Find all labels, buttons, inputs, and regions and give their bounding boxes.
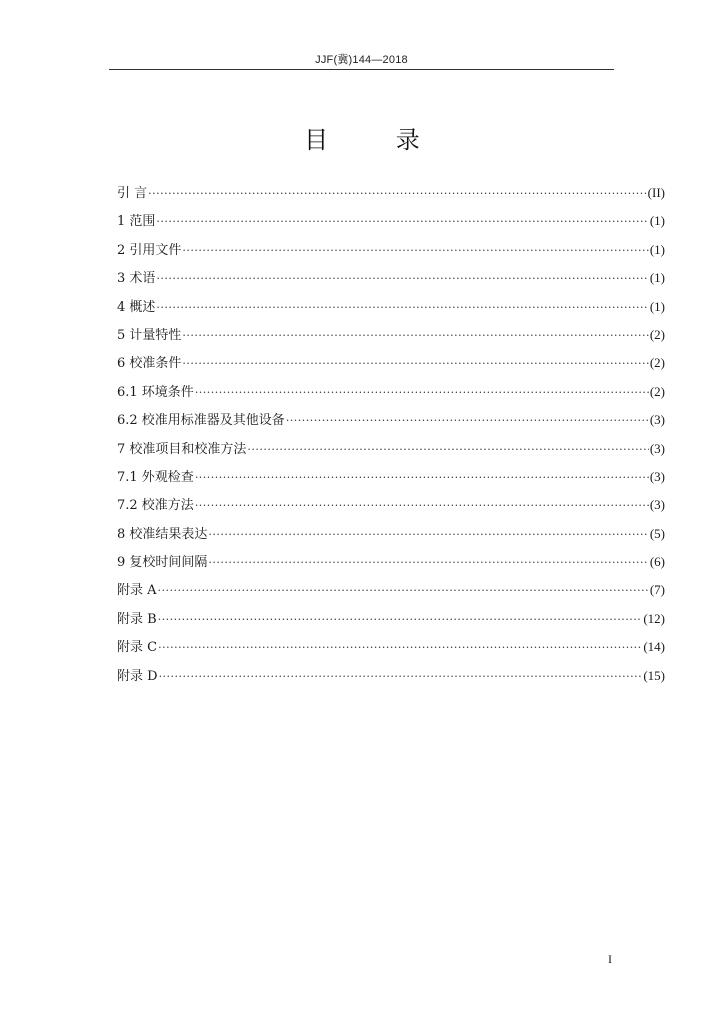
toc-entry[interactable] bbox=[117, 465, 665, 493]
toc-entry[interactable] bbox=[117, 380, 665, 408]
toc-entry-label: 9 复校时间间隔 bbox=[117, 555, 208, 571]
toc-leader-dots bbox=[208, 523, 648, 547]
toc-entry-label: 8 校准结果表达 bbox=[117, 526, 208, 542]
toc-entry-page: (1) bbox=[649, 270, 665, 286]
toc-entry-label: 6.1 环境条件 bbox=[117, 384, 194, 400]
toc-entry-page: (12) bbox=[643, 610, 665, 626]
toc-entry-label: 附录 B bbox=[117, 611, 157, 627]
toc-entry-label: 7 校准项目和校准方法 bbox=[117, 441, 247, 457]
toc-entry-label: 7.1 外观检查 bbox=[117, 469, 194, 485]
toc-leader-dots bbox=[182, 324, 648, 348]
toc-leader-dots bbox=[182, 239, 648, 263]
toc-entry-page: (5) bbox=[649, 525, 665, 541]
toc-entry-page: (3) bbox=[649, 440, 665, 456]
toc-entry-page: (6) bbox=[649, 554, 665, 570]
toc-entry-label: 1 范围 bbox=[117, 214, 156, 230]
toc-entry-page: (2) bbox=[649, 355, 665, 371]
table-of-contents bbox=[117, 181, 665, 692]
toc-entry[interactable] bbox=[117, 323, 665, 351]
toc-entry-page: (1) bbox=[649, 213, 665, 229]
toc-entry[interactable] bbox=[117, 664, 665, 692]
toc-entry-page: (15) bbox=[643, 667, 665, 683]
toc-entry-page: (II) bbox=[647, 185, 665, 200]
toc-entry-label: 6.2 校准用标准器及其他设备 bbox=[117, 413, 285, 429]
toc-entry-label: 引 言 bbox=[117, 186, 148, 201]
toc-entry[interactable] bbox=[117, 266, 665, 294]
toc-leader-dots bbox=[182, 352, 648, 376]
toc-leader-dots bbox=[195, 494, 649, 518]
toc-entry[interactable] bbox=[117, 209, 665, 237]
page-number: I bbox=[608, 952, 612, 966]
toc-leader-dots bbox=[195, 466, 649, 490]
toc-leader-dots bbox=[158, 636, 642, 660]
toc-leader-dots bbox=[286, 409, 649, 433]
toc-entry[interactable] bbox=[117, 408, 665, 436]
toc-entry[interactable] bbox=[117, 550, 665, 578]
toc-entry-page: (7) bbox=[649, 582, 665, 598]
toc-entry-page: (3) bbox=[649, 468, 665, 484]
toc-entry[interactable] bbox=[117, 493, 665, 521]
toc-leader-dots bbox=[148, 182, 647, 206]
toc-leader-dots bbox=[158, 579, 649, 603]
toc-leader-dots bbox=[156, 210, 648, 234]
toc-entry-page: (2) bbox=[649, 383, 665, 399]
toc-entry-page: (3) bbox=[649, 497, 665, 513]
toc-entry-label: 6 校准条件 bbox=[117, 356, 182, 372]
toc-leader-dots bbox=[158, 608, 643, 632]
toc-entry-label: 4 概述 bbox=[117, 299, 156, 315]
toc-entry[interactable] bbox=[117, 522, 665, 550]
toc-leader-dots bbox=[156, 267, 648, 291]
toc-entry-label: 7.2 校准方法 bbox=[117, 498, 194, 514]
toc-entry-page: (1) bbox=[649, 241, 665, 257]
toc-entry[interactable] bbox=[117, 635, 665, 663]
toc-entry-label: 附录 C bbox=[117, 640, 158, 656]
toc-entry[interactable] bbox=[117, 578, 665, 606]
header-divider bbox=[109, 69, 614, 70]
toc-entry[interactable] bbox=[117, 181, 665, 209]
toc-entry-label: 附录 A bbox=[117, 583, 157, 599]
toc-leader-dots bbox=[195, 381, 649, 405]
page-title: 目 录 bbox=[304, 126, 450, 154]
toc-entry[interactable] bbox=[117, 295, 665, 323]
toc-entry-label: 附录 D bbox=[117, 668, 158, 684]
toc-entry-page: (2) bbox=[649, 326, 665, 342]
toc-entry[interactable] bbox=[117, 607, 665, 635]
toc-entry-page: (3) bbox=[649, 412, 665, 428]
toc-entry-page: (1) bbox=[649, 298, 665, 314]
toc-entry-label: 2 引用文件 bbox=[117, 242, 182, 258]
toc-entry-page: (14) bbox=[643, 639, 665, 655]
toc-entry-label: 5 计量特性 bbox=[117, 327, 182, 343]
toc-leader-dots bbox=[247, 438, 648, 462]
toc-entry[interactable] bbox=[117, 238, 665, 266]
toc-entry-label: 3 术语 bbox=[117, 271, 156, 287]
toc-leader-dots bbox=[159, 665, 643, 689]
toc-leader-dots bbox=[156, 296, 648, 320]
toc-leader-dots bbox=[208, 551, 648, 575]
toc-entry[interactable] bbox=[117, 437, 665, 465]
toc-entry[interactable] bbox=[117, 351, 665, 379]
document-header-code: JJF(冀)144—2018 bbox=[315, 54, 408, 66]
